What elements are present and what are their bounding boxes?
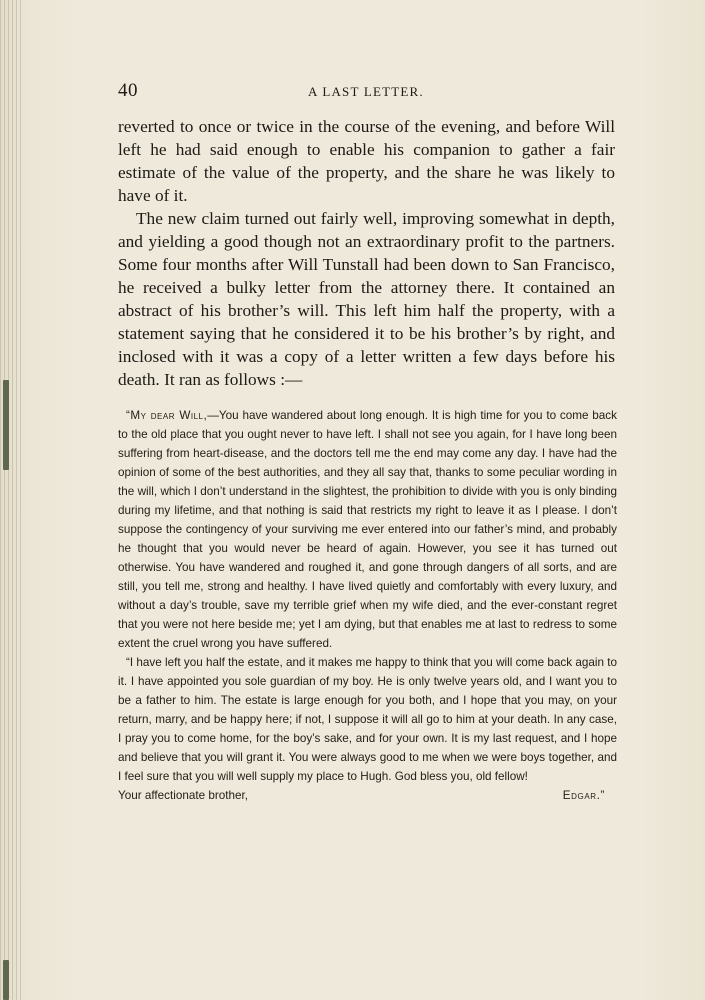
letter-paragraph bbox=[118, 406, 617, 653]
letter-closing: Your affectionate brother, bbox=[118, 789, 248, 802]
body-text bbox=[118, 115, 615, 391]
letter-signoff bbox=[118, 786, 617, 805]
body-paragraph: reverted to once or twice in the course of the evening, and before Will left he had said enough to enable his companion to gather a fair estimate of the value of the property, and the share he was likely to have of it. bbox=[118, 117, 615, 205]
letter-paragraph-text: —You have wandered about long enough. It is high time for you to come back to the old place that you ought never to have left. I shall not see you again, for I have long been suffering from heart-disease, and the doctors tell me the end may come any day. I have had the opinion of some of the best authorities, and they all say that, thanks to some peculiar wording in the will, which I don’t understand in the slightest, the prohibition to divide with you is only binding during my lifetime, and that nothing is said that restricts my right to leave it as I please. I don’t suppose the contingency of your surviving me ever entered into our father’s mind, and probably he thought that you would never be heard of again. However, you see it has turned out otherwise. You have wandered and roughed it, and gone through dangers of all sorts, and are still, you tell me, strong and healthy. I have lived quietly and comfortably with every luxury, and without a day’s trouble, save my terrible grief when my wife died, and the ever-constant regret that you were not here beside me; yet I am dying, but that enables me at last to redress to some extent the cruel wrong you have suffered. bbox=[118, 409, 617, 650]
letter-paragraph: “I have left you half the estate, and it makes me happy to think that you will come back again to it. I have appointed you sole guardian of my boy. He is only twelve years old, and I want you to be a father to him. The estate is large enough for you both, and I hope that you may, on your return, marry, and be happy here; if not, I suppose it will all go to him at your death. In any case, I pray you to come home, for the boy’s sake, and for your own. It is my last request, and I hope and believe that you will grant it. You were always good to me when we were boys together, and I feel sure that you will well supply my place to Hugh. God bless you, old fellow! bbox=[118, 656, 617, 783]
body-paragraph: The new claim turned out fairly well, improving somewhat in depth, and yielding a good though not an extraordinary profit to the partners. Some four months after Will Tunstall had been down to San Francisco, he received a bulky letter from the attorney there. It contained an abstract of his brother’s will. This left him half the property, with a statement saying that he considered it to be his brother’s by right, and inclosed with it was a copy of a letter written a few days before his death. It ran as follows :— bbox=[118, 209, 615, 389]
letter-salutation: “My dear Will, bbox=[126, 409, 208, 422]
page-binding-edge bbox=[0, 0, 22, 1000]
running-head: A LAST LETTER. bbox=[308, 84, 424, 99]
binding-mark bbox=[3, 380, 9, 470]
letter-signature: Edgar.” bbox=[562, 789, 605, 802]
page-number: 40 bbox=[118, 80, 138, 101]
binding-mark bbox=[3, 960, 9, 1000]
quoted-letter bbox=[118, 406, 617, 805]
page-header bbox=[118, 80, 615, 104]
